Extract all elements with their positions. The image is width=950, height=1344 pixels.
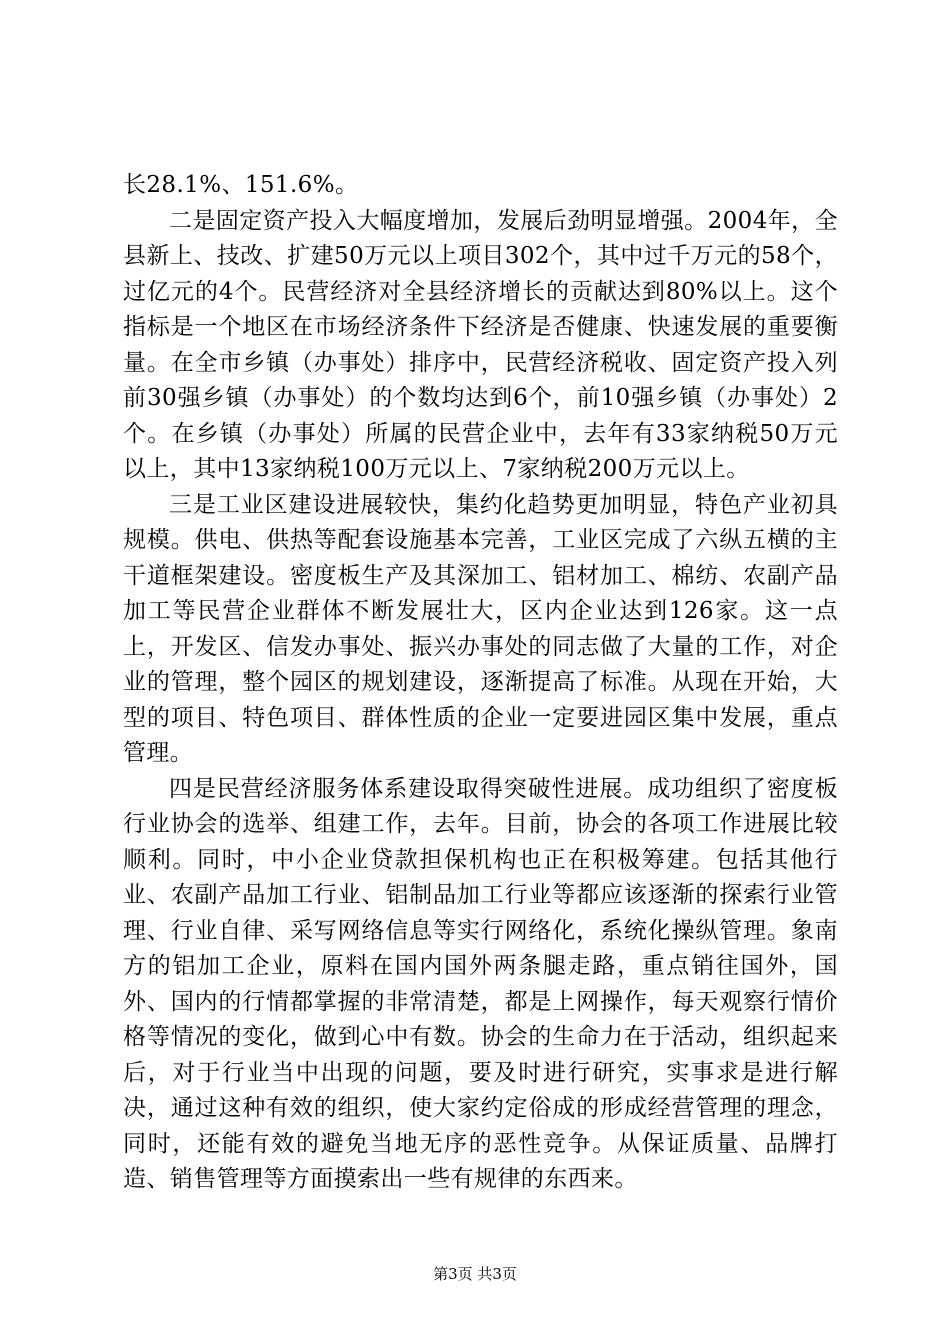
paragraph-fixed-asset-investment: 二是固定资产投入大幅度增加，发展后劲明显增强。2004年，全县新上、技改、扩建50万元以上项目302个，其中过千万元的58个，过亿元的4个。民营经济对全县经济增长的贡献达到80%以上。这个指标是一个地区在市场经济条件下经济是否健康、快速发展的重要衡量。在全市乡镇（办事处）排序中，民营经济税收、固定资产投入列前30强乡镇（办事处）的个数均达到6个，前10强乡镇（办事处）2个。在乡镇（办事处）所属的民营企业中，去年有33家纳税50万元以上，其中13家纳税100万元以上、7家纳税200万元以上。 <box>123 207 838 482</box>
paragraph-continuation: 长28.1%、151.6%。 <box>123 172 359 198</box>
paragraph-industrial-zone: 三是工业区建设进展较快，集约化趋势更加明显，特色产业初具规模。供电、供热等配套设施基本完善，工业区完成了六纵五横的主干道框架建设。密度板生产及其深加工、铝材加工、棉纺、农副产品加工等民营企业群体不断发展壮大，区内企业达到126家。这一点上，开发区、信发办事处、振兴办事处的同志做了大量的工作，对企业的管理，整个园区的规划建设，逐渐提高了标准。从现在开始，大型的项目、特色项目、群体性质的企业一定要进园区集中发展，重点管理。 <box>123 491 838 766</box>
paragraph-service-system: 四是民营经济服务体系建设取得突破性进展。成功组织了密度板行业协会的选举、组建工作，去年。目前，协会的各项工作进展比较顺利。同时，中小企业贷款担保机构也正在积极筹建。包括其他行业、农副产品加工行业、铝制品加工行业等都应该逐渐的探索行业管理、行业自律、采写网络信息等实行网络化，系统化操纵管理。象南方的铝加工企业，原料在国内国外两条腿走路，重点销往国外，国外、国内的行情都掌握的非常清楚，都是上网操作，每天观察行情价格等情况的变化，做到心中有数。协会的生命力在于活动，组织起来后，对于行业当中出现的问题，要及时进行研究，实事求是进行解决，通过这种有效的组织，使大家约定俗成的形成经营管理的理念，同时，还能有效的避免当地无序的恶性竞争。从保证质量、品牌打造、销售管理等方面摸索出一些有规律的东西来。 <box>123 775 838 1192</box>
body-text <box>123 168 838 1198</box>
page-footer: 第3页 共3页 <box>433 1265 517 1283</box>
